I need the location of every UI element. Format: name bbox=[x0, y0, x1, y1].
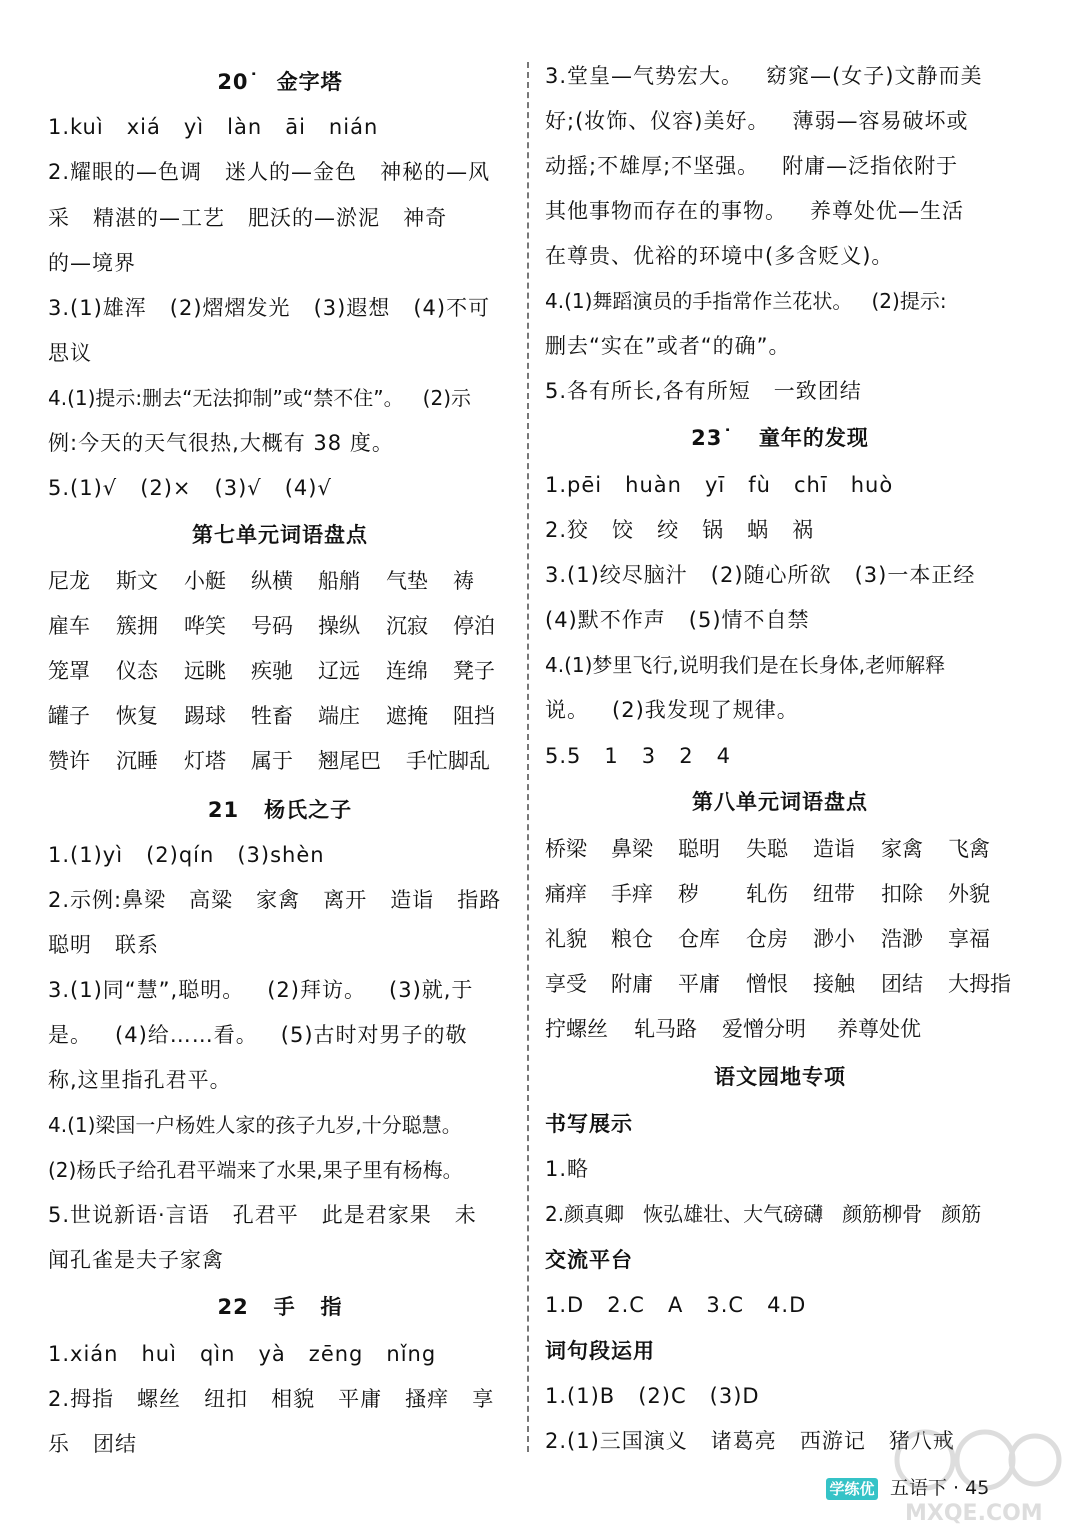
vocab-word: 秽 bbox=[678, 882, 699, 906]
s20-q2-line1: 2.耀眼的—色调 迷人的—金色 神秘的—风 bbox=[48, 160, 491, 184]
sx-q1: 1.略 bbox=[545, 1157, 590, 1181]
vocab-word: 笼罩 bbox=[48, 659, 90, 683]
vocab-word: 端庄 bbox=[318, 704, 360, 728]
r-q3-line1: 3.堂皇—气势宏大。 窈窕—(女子)文静而美 bbox=[545, 64, 983, 88]
vocab-word: 大拇指 bbox=[948, 972, 1011, 996]
vocab-word: 养尊处优 bbox=[837, 1017, 921, 1041]
s20-q4-line1: 4.(1)提示:删去“无法抑制”或“禁不住”。 (2)示 bbox=[48, 386, 471, 410]
cj-q1: 1.(1)B (2)C (3)D bbox=[545, 1384, 760, 1408]
vocab-word: 附庸 bbox=[611, 972, 653, 996]
brand-badge: 学练优 bbox=[826, 1478, 878, 1500]
vocab-word: 浩渺 bbox=[881, 927, 923, 951]
s21-q5-line2: 闻孔雀是夫子家禽 bbox=[48, 1248, 224, 1272]
s22-q2-line1: 2.拇指 螺丝 纽扣 相貌 平庸 搔痒 享 bbox=[48, 1387, 495, 1411]
s20-q4-line2: 例:今天的天气很热,大概有 38 度。 bbox=[48, 431, 394, 455]
vocab-word: 造诣 bbox=[813, 837, 855, 861]
vocab-word: 仓房 bbox=[746, 927, 788, 951]
r-q5: 5.各有所长,各有所短 一致团结 bbox=[545, 379, 862, 403]
vocab-word: 爱憎分明 bbox=[722, 1017, 806, 1041]
s21-q3-line2: 是。 (4)给……看。 (5)古时对男子的敬 bbox=[48, 1023, 468, 1047]
r-q3-line3: 动摇;不雄厚;不坚强。 附庸—泛指依附于 bbox=[545, 154, 959, 178]
vocab-word: 操纵 bbox=[318, 614, 360, 638]
vocab-word: 遮掩 bbox=[386, 704, 428, 728]
vocab-word: 号码 bbox=[251, 614, 293, 638]
s23-q3-line2: (4)默不作声 (5)情不自禁 bbox=[545, 608, 810, 632]
svg-text:MXQE.COM: MXQE.COM bbox=[905, 1501, 1043, 1526]
r-q4-line1: 4.(1)舞蹈演员的手指常作兰花状。 (2)提示: bbox=[545, 289, 947, 313]
column-divider bbox=[527, 62, 529, 1452]
s20-q5: 5.(1)√ (2)× (3)√ (4)√ bbox=[48, 476, 332, 500]
s21-q5-line1: 5.世说新语·言语 孔君平 此是君家果 未 bbox=[48, 1203, 477, 1227]
s23-q4-line1: 4.(1)梦里飞行,说明我们是在长身体,老师解释 bbox=[545, 653, 946, 677]
s21-q3-line1: 3.(1)同“慧”,聪明。 (2)拜访。 (3)就,于 bbox=[48, 978, 474, 1002]
vocab-word: 牲畜 bbox=[251, 704, 293, 728]
vocab-word: 纽带 bbox=[813, 882, 855, 906]
watermark-logo bbox=[885, 1420, 1065, 1530]
s22-q2-line2: 乐 团结 bbox=[48, 1432, 138, 1456]
unit-7-vocab-title: 第七单元词语盘点 bbox=[192, 523, 368, 547]
vocab-word: 仪态 bbox=[116, 659, 158, 683]
vocab-word: 翘尾巴 bbox=[318, 749, 381, 773]
page-number: 五语下 · 45 bbox=[890, 1477, 990, 1499]
unit-8-vocab-title: 第八单元词语盘点 bbox=[692, 790, 868, 814]
vocab-word: 憎恨 bbox=[746, 972, 788, 996]
vocab-word: 灯塔 bbox=[184, 749, 226, 773]
vocab-word: 鼻梁 bbox=[611, 837, 653, 861]
vocab-word: 飞禽 bbox=[948, 837, 990, 861]
vocab-word: 气垫 bbox=[386, 569, 428, 593]
vocab-word: 痛痒 bbox=[545, 882, 587, 906]
s23-q4-line2: 说。 (2)我发现了规律。 bbox=[545, 698, 799, 722]
lesson-22-title: 22 手 指 bbox=[217, 1295, 343, 1319]
vocab-word: 停泊 bbox=[453, 614, 495, 638]
vocab-word: 尼龙 bbox=[48, 569, 90, 593]
r-q3-line5: 在尊贵、优裕的环境中(多含贬义)。 bbox=[545, 244, 894, 268]
vocab-word: 疾驰 bbox=[251, 659, 293, 683]
s21-q3-line3: 称,这里指孔君平。 bbox=[48, 1068, 232, 1092]
s20-q3-line1: 3.(1)雄浑 (2)熠熠发光 (3)遐想 (4)不可 bbox=[48, 296, 491, 320]
jl-q1: 1.D 2.C A 3.C 4.D bbox=[545, 1293, 807, 1317]
s20-q3-line2: 思议 bbox=[48, 341, 92, 365]
vocab-word: 雇车 bbox=[48, 614, 90, 638]
vocab-word: 团结 bbox=[881, 972, 923, 996]
vocab-word: 聪明 bbox=[678, 837, 720, 861]
sx-q2: 2.颜真卿 恢弘雄壮、大气磅礴 颜筋柳骨 颜筋 bbox=[545, 1202, 982, 1226]
vocab-word: 手忙脚乱 bbox=[406, 749, 490, 773]
s21-q4-line1: 4.(1)梁国一户杨姓人家的孩子九岁,十分聪慧。 bbox=[48, 1113, 462, 1137]
vocab-word: 踢球 bbox=[184, 704, 226, 728]
vocab-word: 桥梁 bbox=[545, 837, 587, 861]
lesson-21-title: 21 杨氏之子 bbox=[207, 798, 353, 822]
vocab-word: 船艄 bbox=[318, 569, 360, 593]
vocab-word: 属于 bbox=[251, 749, 293, 773]
cj-q2: 2.(1)三国演义 诸葛亮 西游记 猪八戒 bbox=[545, 1429, 955, 1453]
s20-q1: 1.kuì xiá yì làn āi nián bbox=[48, 115, 379, 139]
vocab-word: 恢复 bbox=[116, 704, 158, 728]
s20-q2-line3: 的—境界 bbox=[48, 251, 136, 275]
vocab-word: 罐子 bbox=[48, 704, 90, 728]
vocab-word: 渺小 bbox=[813, 927, 855, 951]
shuxie-zhanshi-heading: 书写展示 bbox=[545, 1112, 633, 1136]
vocab-word: 祷 bbox=[453, 569, 474, 593]
vocab-word: 沉寂 bbox=[386, 614, 428, 638]
vocab-word: 簇拥 bbox=[116, 614, 158, 638]
s23-q5: 5.5 1 3 2 4 bbox=[545, 744, 731, 768]
vocab-word: 远眺 bbox=[184, 659, 226, 683]
s21-q2-line1: 2.示例:鼻梁 高粱 家禽 离开 造诣 指路 bbox=[48, 888, 502, 912]
vocab-word: 赞许 bbox=[48, 749, 90, 773]
vocab-word: 接触 bbox=[813, 972, 855, 996]
vocab-word: 拧螺丝 bbox=[545, 1017, 608, 1041]
r-q4-line2: 删去“实在”或者“的确”。 bbox=[545, 334, 791, 358]
lesson-20-title: 20˙ 金字塔 bbox=[217, 70, 343, 94]
vocab-word: 连绵 bbox=[386, 659, 428, 683]
vocab-word: 哗笑 bbox=[184, 614, 226, 638]
vocab-word: 阻挡 bbox=[453, 704, 495, 728]
r-q3-line2: 好;(妆饰、仪容)美好。 薄弱—容易破坏或 bbox=[545, 109, 969, 133]
vocab-word: 小艇 bbox=[184, 569, 226, 593]
vocab-word: 平庸 bbox=[678, 972, 720, 996]
s21-q2-line2: 聪明 联系 bbox=[48, 933, 160, 957]
vocab-word: 礼貌 bbox=[545, 927, 587, 951]
s22-q1: 1.xián huì qìn yà zēng nǐng bbox=[48, 1342, 437, 1366]
vocab-word: 享福 bbox=[948, 927, 990, 951]
vocab-word: 仓库 bbox=[678, 927, 720, 951]
vocab-word: 扣除 bbox=[881, 882, 923, 906]
vocab-word: 纵横 bbox=[251, 569, 293, 593]
jiaoliu-pingtai-heading: 交流平台 bbox=[545, 1248, 633, 1272]
cijuduan-yunyong-heading: 词句段运用 bbox=[545, 1339, 655, 1363]
s23-q1: 1.pēi huàn yī fù chī huò bbox=[545, 473, 894, 497]
s21-q4-line2: (2)杨氏子给孔君平端来了水果,果子里有杨梅。 bbox=[48, 1158, 463, 1182]
vocab-word: 享受 bbox=[545, 972, 587, 996]
vocab-word: 失聪 bbox=[746, 837, 788, 861]
vocab-word: 辽远 bbox=[318, 659, 360, 683]
s20-q2-line2: 采 精湛的—工艺 肥沃的—淤泥 神奇 bbox=[48, 206, 448, 230]
vocab-word: 沉睡 bbox=[116, 749, 158, 773]
vocab-word: 粮仓 bbox=[611, 927, 653, 951]
s23-q3-line1: 3.(1)绞尽脑汁 (2)随心所欲 (3)一本正经 bbox=[545, 563, 976, 587]
r-q3-line4: 其他事物而存在的事物。 养尊处优—生活 bbox=[545, 199, 965, 223]
vocab-word: 凳子 bbox=[453, 659, 495, 683]
vocab-word: 外貌 bbox=[948, 882, 990, 906]
vocab-word: 家禽 bbox=[881, 837, 923, 861]
s21-q1: 1.(1)yì (2)qín (3)shèn bbox=[48, 843, 325, 867]
vocab-word: 斯文 bbox=[116, 569, 158, 593]
lesson-23-title: 23˙ 童年的发现 bbox=[691, 426, 869, 450]
vocab-word: 轧马路 bbox=[634, 1017, 697, 1041]
vocab-word: 手痒 bbox=[611, 882, 653, 906]
s23-q2: 2.狡 饺 绞 锅 蜗 祸 bbox=[545, 518, 815, 542]
yuwen-yuandi-title: 语文园地专项 bbox=[714, 1065, 846, 1089]
vocab-word: 轧伤 bbox=[746, 882, 788, 906]
